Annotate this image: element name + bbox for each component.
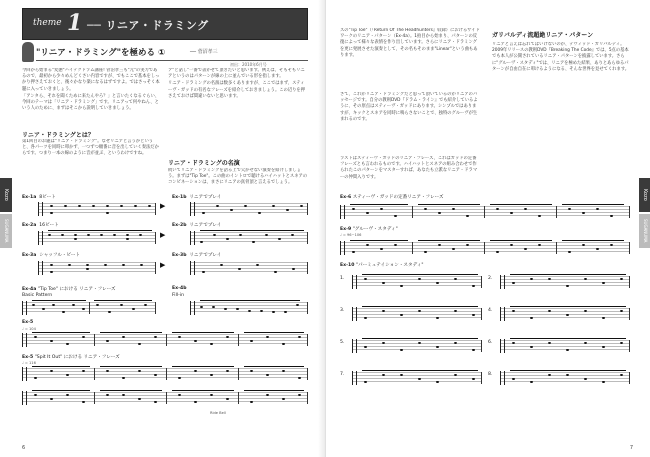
- section-1-paragraph: 第1回目のお題は"リニア・ドラミング"。なぜリニアと言うかというと、各パーツを同時に叩かず、一つずつ順番に音を出していく奏法だからです。つまり一本の線のように音が並ぶ、というわけですね。: [22, 139, 159, 157]
- step-number: 1.: [340, 276, 345, 281]
- drum-staff: [38, 203, 156, 215]
- right-column-paragraph: リニア・ドラミングの名演は数多くありますが、ここではまず、スティーヴ・ガッドの有名なフレーズを紹介しておきましょう。この辺りを押さえておけば間違いないと思います。: [168, 81, 306, 99]
- drum-staff: [500, 372, 630, 384]
- right-mid-text: さて、これがリニア・ドラミングだと思って頂いているのがリニアのパッセージです。自分の教則DVD『ドラム・ライン』でも紹介しているように、その原点はスティーヴ・ガッドにあります。シンプルではありますが、キックとスネアを同時に鳴らさないことで、独特のグルーヴが生まれるのです。: [340, 92, 478, 122]
- basic-pattern-label: Basic Pattern: [22, 293, 53, 298]
- page-number-right: 7: [629, 445, 633, 451]
- tempo-marking: ♩ = 116: [22, 361, 36, 365]
- section-heading-linear: リニア・ドラミングとは？: [22, 132, 94, 139]
- tempo-marking: ♩ = 96~106: [340, 233, 362, 237]
- page-number-left: 6: [22, 445, 26, 451]
- side-tab-right-sub: SUGANUMA: [639, 214, 650, 248]
- example-label: Ex-9 "グルーヴ・スタディ": [340, 227, 398, 232]
- arrow-icon: ▶: [160, 261, 166, 269]
- drum-staff: [190, 262, 308, 274]
- step-number: 5.: [340, 340, 345, 345]
- drum-staff: [190, 203, 308, 215]
- drum-staff: [38, 232, 156, 244]
- right-column-paragraph: ア"と話し"一番で書かせて頂きたいと思います。例えば、そもそもリニアというのはパターンが線の上に並んでいる形を指します。: [168, 68, 305, 80]
- example-label: Ex-3a シャッフル・ビート: [22, 253, 81, 258]
- step-number: 3.: [340, 308, 345, 313]
- side-tab-right: Kozo: [639, 178, 650, 212]
- step-number: 7.: [340, 372, 345, 377]
- example-label: Ex-5: [22, 320, 34, 325]
- drum-staff: [38, 262, 156, 274]
- drum-staff: [500, 276, 630, 288]
- drum-staff: [22, 334, 308, 346]
- example-label: Ex-4a "Tip Toe" における リニア・フレーズ: [22, 287, 116, 292]
- drum-staff: [190, 232, 308, 244]
- column-date: 初出：2010年6月号: [230, 62, 267, 67]
- meiyen-text: 続いてリニア・ドラミングを語る上で欠かせない演奏を紹介しましょう。まずは"Tip Toe"。この曲のイントロで聴けるハイハットとスネアのコンビネーションは、まさにリニアの真骨頂と言えるでしょう。: [168, 168, 308, 186]
- intro-paragraph: 今回から始まる"変態"ハイテクドラム講座! 菅沼孝三も"元"の実力であるので、最初から少々めんどくさい内容ですが、でもここで基本をしっかり押さえておくと、後々かなり楽になるはずですよ。ではさっそく本題に入っていきましょう。: [22, 68, 160, 92]
- example-label: Ex-1b リニアでプレイ: [172, 195, 222, 200]
- drum-staff: [22, 392, 308, 404]
- side-tab-left-sub: SUGANUMA: [0, 214, 12, 248]
- example-label: Ex-6 スティーヴ・ガッドの定番リニア・フレーズ: [340, 195, 444, 200]
- right-column-text: [168, 68, 308, 150]
- right-top-text: ズの"Tip Toe"（『Return Of The Headhunters』収録）におけるサイドワークのリニア・パターン（Ex-4a）。1拍目から始まり、パターンの反復によって様々な表情を作り出しています。さらにリニア・ドラミングを更に発展させた演奏として、その名もそのまま"Linear"という曲もあります。: [340, 28, 480, 58]
- example-label: Ex-2b リニアでプレイ: [172, 223, 222, 228]
- drum-staff: [500, 308, 630, 320]
- drum-staff: [340, 206, 630, 218]
- garibaldi-text: リニアと言えば忘れてはいけないのが、デヴィッド・ガリバルディ。2009年リリースの教則DVD『Breaking The Code』では、5点の基本でも本人が公開されているリニア・パターンを披露しています。さらに"グルーヴ・スタディ"では、リニアを極めた結果、ありとあらゆるパターンが自由自在に叩けるようになる、そんな世界を見せてくれます。: [492, 42, 630, 72]
- example-label: Ex-2a 16ビート: [22, 223, 59, 228]
- right-bottom-text: ラストはスティーヴ・ガッドのリニア・フレーズ、これはガッドの定番フレーズとも言われるものです。ハイハットとスネアの組み合わせで作られたこのパターンをマスターすれば、あなたも立派なリニア・ドラマーの仲間入りです。: [340, 156, 478, 180]
- tempo-marking: ♩ = 104: [22, 327, 36, 331]
- theme-title: ── リニア・ドラミング: [87, 19, 209, 32]
- side-tab-left: Kozo: [0, 178, 12, 212]
- step-number: 8.: [488, 372, 493, 377]
- example-label: Ex-1a 8ビート: [22, 195, 56, 200]
- section-heading-meiyen: リニア・ドラミングの名演: [168, 160, 240, 167]
- column-title: "リニア・ドラミング"を極める ①: [36, 48, 166, 58]
- drum-staff: [190, 302, 308, 314]
- drum-staff: [352, 276, 482, 288]
- intro-text: [22, 68, 160, 126]
- step-number: 4.: [488, 308, 493, 313]
- theme-number: 1: [67, 10, 83, 36]
- drum-staff: [22, 302, 156, 314]
- drum-staff: [352, 340, 482, 352]
- intro-paragraph: 「アンタら、それを聞くために来たんやろ？」と言いたくなるぐらい、今回のテーマは「リニア・ドラミング」です。リニアって何やねん、という人のために、まずはそこから説明していきましょう。: [22, 93, 160, 112]
- drum-staff: [352, 372, 482, 384]
- arrow-icon: ▶: [160, 231, 166, 239]
- theme-header: [22, 8, 308, 40]
- step-number: 6.: [488, 340, 493, 345]
- fill-in-label: Fill-in: [172, 293, 184, 298]
- right-page: [325, 0, 650, 457]
- arrow-icon: ▶: [160, 202, 166, 210]
- example-label: Ex-5 "Spit It Out" における リニア・フレーズ: [22, 355, 120, 360]
- drum-staff: [352, 308, 482, 320]
- example-label: Ex-4b: [172, 286, 187, 291]
- ride-bell-note: Ride Bell: [210, 411, 226, 415]
- drum-staff: [500, 340, 630, 352]
- drum-staff: [22, 368, 308, 380]
- section-heading-garibaldi: ガリバルディ流超絶リニア・パターン: [492, 32, 594, 39]
- example-label: Ex-10 "パーミュテイション・スタディ": [340, 263, 424, 268]
- section-1-text: [22, 139, 160, 189]
- example-label: Ex-3b リニアでプレイ: [172, 253, 222, 258]
- title-divider: [36, 60, 308, 61]
- step-number: 2.: [488, 276, 493, 281]
- theme-word: theme: [33, 18, 62, 28]
- column-author: ── 菅沼孝三: [190, 49, 218, 55]
- drum-staff: [340, 242, 630, 254]
- author-portrait: [22, 42, 34, 62]
